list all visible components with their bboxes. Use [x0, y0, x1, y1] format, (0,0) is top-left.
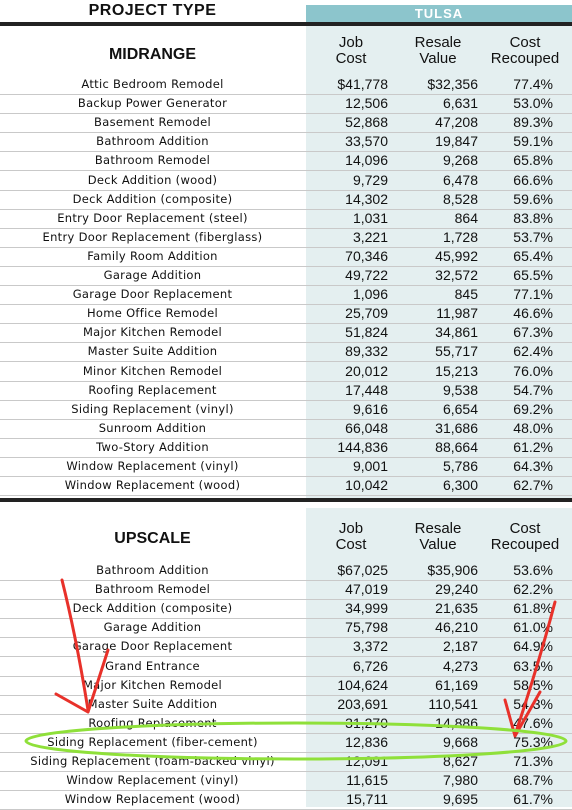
resale-value-cell: 8,627: [442, 753, 478, 769]
resale-value-cell: 34,861: [435, 324, 478, 341]
red-arrow-left: [56, 580, 108, 712]
resale-value-cell: 31,686: [435, 419, 478, 436]
project-name: Major Kitchen Remodel: [82, 677, 223, 692]
resale-value-cell: 9,538: [442, 381, 478, 398]
cost-recouped-header: Cost Recouped: [490, 520, 560, 553]
project-name: Window Replacement (vinyl): [66, 773, 239, 788]
project-name: Minor Kitchen Remodel: [82, 363, 223, 378]
cost-recouped-cell: 66.6%: [513, 171, 553, 188]
project-name: Sunroom Addition: [98, 420, 207, 435]
cost-recouped-cell: 83.8%: [513, 209, 553, 226]
job-cost-cell: 12,091: [345, 753, 388, 769]
resale-value-cell: 47,208: [435, 114, 478, 131]
cost-recouped-cell: 54.3%: [513, 695, 553, 712]
job-cost-cell: 89,332: [345, 343, 388, 360]
job-cost-cell: $41,778: [337, 76, 388, 92]
job-cost-cell: 49,722: [345, 267, 388, 283]
resale-value-cell: 6,300: [442, 477, 478, 494]
cost-recouped-cell: 53.6%: [513, 562, 553, 578]
resale-value-cell: 88,664: [435, 438, 478, 455]
cost-recouped-cell: 62.7%: [513, 477, 553, 494]
resale-value-cell: 11,987: [436, 305, 478, 322]
project-name: Bathroom Addition: [96, 563, 209, 577]
resale-value-cell: 8,528: [442, 190, 478, 207]
project-name: Siding Replacement (foam-backed vinyl): [30, 754, 275, 768]
cost-recouped-cell: 75.3%: [513, 733, 553, 750]
job-cost-cell: 75,798: [345, 619, 388, 636]
cost-recouped-cell: 64.3%: [513, 458, 553, 474]
resale-value-cell: 9,268: [442, 152, 478, 169]
resale-value-cell: 6,478: [442, 171, 478, 188]
job-cost-cell: 12,836: [345, 733, 388, 750]
project-name: Master Suite Addition: [87, 344, 218, 359]
resale-value-cell: 5,786: [442, 458, 478, 474]
project-name: Deck Addition (composite): [72, 191, 233, 206]
resale-value-cell: 55,717: [435, 343, 478, 360]
cost-recouped-cell: 77.1%: [513, 286, 553, 303]
project-name: Siding Replacement (vinyl): [71, 401, 234, 416]
resale-value-cell: $35,906: [427, 562, 478, 578]
cost-recouped-cell: 62.2%: [513, 581, 553, 598]
resale-value-cell: 21,635: [435, 600, 478, 617]
cost-recouped-cell: 76.0%: [513, 362, 553, 379]
resale-value-cell: $32,356: [427, 76, 478, 92]
job-cost-cell: 20,012: [345, 362, 388, 379]
project-name: Deck Addition (composite): [72, 601, 233, 616]
project-name: Bathroom Remodel: [94, 153, 211, 168]
project-name: Bathroom Addition: [96, 134, 209, 149]
job-cost-header: Job Cost: [335, 34, 367, 67]
job-cost-cell: 12,506: [345, 95, 388, 112]
cost-recouped-cell: 63.5%: [513, 657, 553, 674]
red-arrow-right: [505, 602, 555, 736]
resale-value-cell: 15,213: [435, 362, 478, 379]
resale-value-cell: 2,187: [442, 638, 478, 655]
job-cost-cell: 25,709: [345, 305, 388, 322]
cost-recouped-cell: 89.3%: [513, 114, 553, 131]
job-cost-cell: 47,019: [345, 581, 388, 598]
job-cost-cell: 3,221: [352, 228, 388, 245]
job-cost-cell: 9,001: [352, 458, 388, 474]
job-cost-cell: 9,616: [352, 400, 388, 417]
cost-recouped-cell: 61.2%: [513, 438, 553, 455]
project-name: Roofing Replacement: [88, 382, 217, 397]
cost-recouped-cell: 48.0%: [513, 419, 553, 436]
cost-recouped-cell: 77.4%: [513, 76, 553, 92]
cost-recouped-cell: 62.4%: [513, 343, 553, 360]
project-name: Deck Addition (wood): [87, 172, 218, 187]
resale-value-cell: 4,273: [442, 657, 478, 674]
cost-recouped-cell: 54.7%: [513, 381, 553, 398]
project-name: Entry Door Replacement (fiberglass): [42, 229, 263, 244]
resale-value-cell: 32,572: [435, 267, 478, 283]
cost-recouped-cell: 46.6%: [513, 305, 553, 322]
project-name: Basement Remodel: [94, 115, 211, 130]
cost-recouped-cell: 67.3%: [513, 324, 553, 341]
cost-recouped-cell: 59.1%: [513, 133, 553, 150]
project-name: Entry Door Replacement (steel): [57, 210, 248, 225]
project-name: Attic Bedroom Remodel: [81, 77, 224, 91]
resale-value-cell: 14,886: [435, 714, 478, 731]
job-cost-cell: 17,448: [345, 381, 388, 398]
project-name: Window Replacement (wood): [64, 478, 241, 493]
project-name: Bathroom Remodel: [94, 582, 211, 597]
job-cost-cell: 34,999: [345, 600, 388, 617]
project-name: Master Suite Addition: [87, 696, 218, 711]
cost-recouped-cell: 61.0%: [513, 619, 553, 636]
job-cost-cell: 31,270: [345, 714, 388, 731]
job-cost-cell: 104,624: [337, 676, 388, 693]
cost-recouped-cell: 71.3%: [513, 753, 553, 769]
job-cost-cell: 52,868: [345, 114, 388, 131]
job-cost-cell: 14,096: [345, 152, 388, 169]
project-type-heading: PROJECT TYPE: [88, 2, 217, 19]
cost-recouped-cell: 61.7%: [513, 791, 553, 808]
cost-recouped-cell: 65.5%: [513, 267, 553, 283]
resale-value-header: Resale Value: [414, 34, 462, 67]
job-cost-cell: 33,570: [345, 133, 388, 150]
project-name: Backup Power Generator: [77, 96, 228, 111]
cost-recouped-cell: 61.8%: [513, 600, 553, 617]
job-cost-cell: 66,048: [345, 419, 388, 436]
project-name: Home Office Remodel: [86, 306, 219, 321]
resale-value-cell: 110,541: [428, 695, 478, 712]
resale-value-cell: 864: [454, 209, 478, 226]
cost-recouped-cell: 53.7%: [513, 228, 553, 245]
resale-value-cell: 7,980: [442, 772, 478, 789]
project-name: Garage Addition: [103, 620, 202, 635]
resale-value-cell: 61,169: [435, 676, 478, 693]
job-cost-cell: 51,824: [345, 324, 388, 341]
resale-value-cell: 9,695: [442, 791, 478, 808]
job-cost-cell: 3,372: [352, 638, 388, 655]
project-name: Garage Door Replacement: [72, 287, 233, 302]
city-header: TULSA: [306, 5, 572, 22]
resale-value-cell: 6,631: [442, 95, 478, 112]
cost-recouped-cell: 47.6%: [513, 714, 553, 731]
job-cost-cell: 11,615: [346, 772, 388, 789]
project-name: Two-Story Addition: [96, 439, 209, 454]
job-cost-cell: 9,729: [352, 171, 388, 188]
resale-value-cell: 6,654: [442, 400, 478, 417]
job-cost-cell: 70,346: [345, 247, 388, 264]
cost-recouped-cell: 65.8%: [513, 152, 553, 169]
job-cost-cell: 14,302: [345, 190, 388, 207]
project-name: Window Replacement (vinyl): [66, 459, 239, 473]
cost-recouped-cell: 59.6%: [513, 190, 553, 207]
cost-recouped-cell: 53.0%: [513, 95, 553, 112]
project-name: Roofing Replacement: [88, 715, 217, 730]
job-cost-cell: 203,691: [337, 695, 388, 712]
resale-value-cell: 29,240: [435, 581, 478, 598]
midrange-title: MIDRANGE: [108, 46, 197, 63]
project-name: Window Replacement (wood): [64, 792, 241, 807]
project-name: Siding Replacement (fiber-cement): [47, 734, 258, 749]
cost-recouped-cell: 68.7%: [513, 772, 553, 789]
cost-recouped-cell: 69.2%: [513, 400, 553, 417]
upscale-title: UPSCALE: [114, 530, 191, 547]
resale-value-cell: 9,668: [442, 733, 478, 750]
resale-value-cell: 1,728: [442, 228, 478, 245]
resale-value-cell: 845: [454, 286, 478, 303]
project-name: Major Kitchen Remodel: [82, 325, 223, 340]
cost-recouped-cell: 58.5%: [513, 676, 553, 693]
job-cost-header: Job Cost: [335, 520, 367, 553]
resale-value-cell: 45,992: [435, 247, 478, 264]
job-cost-cell: 1,031: [352, 209, 388, 226]
job-cost-cell: 144,836: [337, 438, 388, 455]
green-highlight-ellipse: [26, 723, 566, 759]
job-cost-cell: 10,042: [345, 477, 388, 494]
resale-value-cell: 46,210: [435, 619, 478, 636]
job-cost-cell: $67,025: [337, 562, 388, 578]
job-cost-cell: 1,096: [352, 286, 388, 303]
project-name: Garage Door Replacement: [72, 639, 233, 654]
cost-recouped-cell: 65.4%: [513, 247, 553, 264]
job-cost-cell: 15,711: [346, 791, 388, 808]
cost-recouped-cell: 64.9%: [513, 638, 553, 655]
job-cost-cell: 6,726: [352, 657, 388, 674]
resale-value-cell: 19,847: [435, 133, 478, 150]
project-name: Family Room Addition: [87, 248, 218, 263]
project-name: Grand Entrance: [105, 658, 200, 673]
cost-recouped-header: Cost Recouped: [490, 34, 560, 67]
resale-value-header: Resale Value: [414, 520, 462, 553]
project-name: Garage Addition: [103, 268, 202, 282]
